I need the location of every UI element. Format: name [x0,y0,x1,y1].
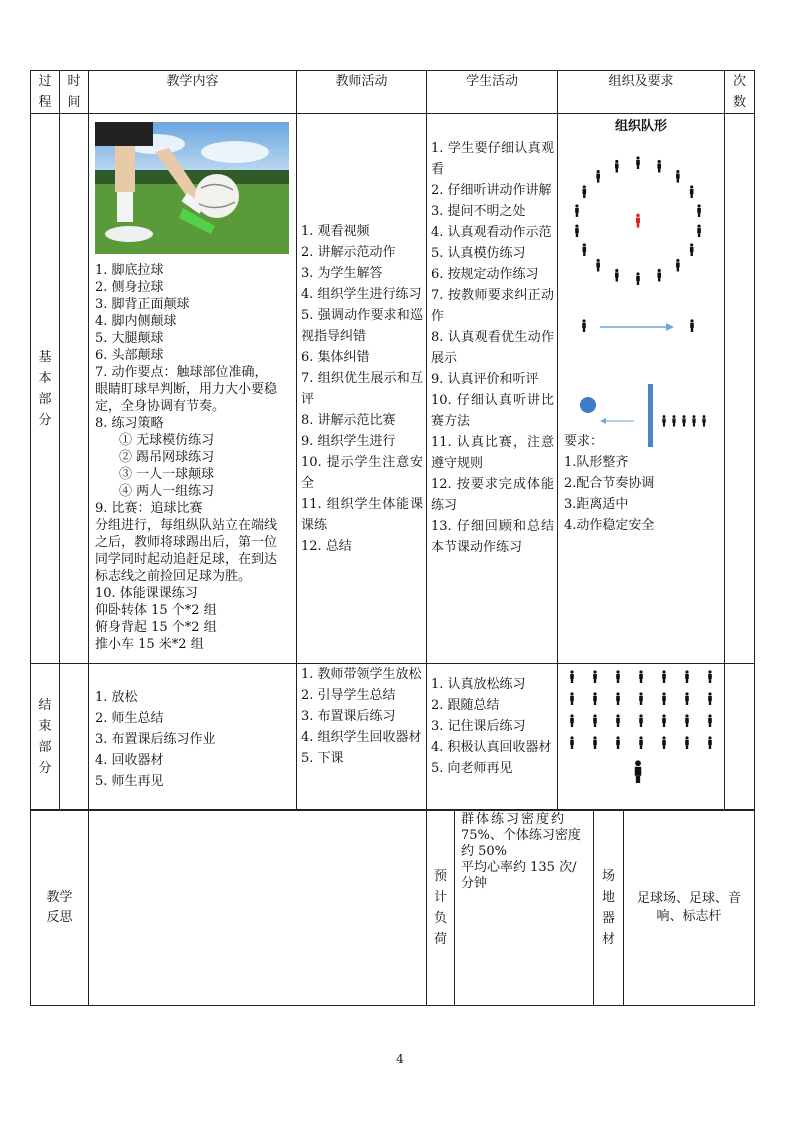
reflection-table [30,809,755,1006]
end-formation-diagram [558,664,723,794]
person-icon [583,243,587,256]
person-icon [635,760,641,783]
person-icon [575,204,579,217]
person-icon [690,185,694,198]
person-icon [639,670,643,683]
list-item: 11. 组织学生体能课课练 [301,496,423,533]
person-icon [616,714,620,727]
venue-label: 场地器材 [594,810,624,1006]
person-icon [662,736,666,749]
content-line: 之后，教师将球踢出后，第一位 [95,535,278,550]
basic-section-label: 基本部分 [31,114,60,664]
header-count: 次数 [725,71,755,114]
content-line: 1. 脚底拉球 [95,263,164,278]
list-item: 6. 集体纠错 [301,349,370,365]
venue-line: 足球场、足球、音 [636,890,741,906]
person-icon [690,319,694,332]
content-line: 4. 脚内侧颠球 [95,314,177,329]
content-line: 仰卧转体 15 个*2 组 [95,603,217,618]
content-line: 8. 练习策略 [95,416,164,431]
basic-organization [558,114,725,664]
list-item: 1. 认真放松练习 [431,677,526,692]
person-icon [662,670,666,683]
person-icon [636,156,640,169]
content-line: 6. 头部颠球 [95,348,164,363]
list-item: 4. 组织学生进行练习 [301,286,422,302]
content-line: 推小车 15 米*2 组 [95,637,204,652]
list-item: 4. 积极认真回收器材 [431,740,552,755]
strategy-item: ① 无球模仿练习 [119,433,215,448]
person-icon [639,736,643,749]
content-line: 9. 比赛：追球比赛 [95,501,203,516]
person-icon [636,272,640,285]
list-item: 8. 讲解示范比赛 [301,412,396,428]
end-time [60,664,89,811]
person-icon [708,670,712,683]
end-student [427,664,558,811]
reflection-body [89,810,427,1006]
list-item: 11. 认真比赛，注意遵守规则 [431,435,554,471]
reflection-label: 教学反思 [31,810,89,1006]
person-icon [596,259,600,272]
list-item: 2. 讲解示范动作 [301,244,396,260]
content-line: 3. 脚背正面颠球 [95,297,190,312]
person-icon [685,692,689,705]
list-item: 10. 提示学生注意安全 [301,454,423,491]
header-student: 学生活动 [427,71,558,114]
list-item: 3. 提问不明之处 [431,204,526,219]
person-icon [616,692,620,705]
end-count [725,664,755,811]
person-icon [690,243,694,256]
person-icon [636,214,640,228]
grid-formation [570,670,712,749]
basic-teacher [297,114,427,664]
lesson-plan-table [30,70,755,811]
list-item: 3. 布置课后练习作业 [95,731,216,747]
content-line: 俯身背起 15 个*2 组 [95,620,217,635]
basic-count [725,114,755,664]
requirement-line: 1.队形整齐 [564,455,629,470]
header-teacher: 教师活动 [297,71,427,114]
header-process: 过程 [31,71,60,114]
list-item: 7. 组织优生展示和互评 [301,370,423,407]
person-icon [662,692,666,705]
person-icon [596,170,600,183]
marker-pole [648,384,653,447]
org-title: 组织队形 [614,119,667,134]
list-item: 1. 观看视频 [301,223,370,239]
list-item: 5. 下课 [301,751,344,766]
load-line: 群体练习密度约 [461,812,567,827]
load-line: 75%、个体练习密度 [461,828,581,843]
load-line: 约 50% [461,844,508,859]
end-row [31,664,755,811]
list-item: 2. 引导学生总结 [301,688,396,703]
basic-student [427,114,558,664]
basic-content [89,114,297,664]
list-item: 1. 教师带领学生放松 [301,667,422,682]
list-item: 3. 为学生解答 [301,265,383,281]
requirement-line: 4.动作稳定安全 [564,518,655,533]
load-line: 平均心率约 135 次/ [461,860,577,875]
teacher-figure [636,214,640,228]
person-icon [657,160,661,173]
person-icon [570,714,574,727]
content-line: 同学同时起动追赶足球，在到达 [95,552,278,567]
list-item: 1. 学生要仔细认真观看 [431,141,554,177]
list-item: 1. 放松 [95,689,138,705]
end-teacher [297,664,427,811]
list-item: 9. 组织学生进行 [301,433,396,449]
venue-text [624,810,755,1006]
content-line: 2. 侧身拉球 [95,280,164,295]
run-arrow-head [666,323,674,331]
person-icon [697,204,701,217]
person-icon [685,670,689,683]
header-org: 组织及要求 [558,71,725,114]
end-content [89,664,297,811]
person-icon [615,160,619,173]
person-icon [662,714,666,727]
person-icon [593,714,597,727]
person-icon [697,224,701,237]
content-line: 标志线之前捡回足球为胜。 [95,569,252,584]
content-line: 眼睛盯球早判断，用力大小要稳 [95,382,278,397]
list-item: 2. 师生总结 [95,710,164,726]
person-icon [639,692,643,705]
end-section-label: 结束部分 [31,664,60,811]
list-item: 8. 认真观看优生动作展示 [431,330,554,366]
list-item: 5. 强调动作要求和巡视指导纠错 [301,307,423,344]
basic-time [60,114,89,664]
person-icon [575,224,579,237]
content-line: 5. 大腿颠球 [95,331,164,346]
formation-diagram [558,137,723,447]
list-item: 10. 仔细认真听讲比赛方法 [431,393,554,429]
strategy-item: ③ 一人一球颠球 [119,467,215,482]
venue-line: 响、标志杆 [656,908,722,924]
list-item: 9. 认真评价和听评 [431,372,539,387]
requirement-line: 3.距离适中 [564,497,629,512]
person-icon [662,415,665,426]
list-item: 13. 仔细回顾和总结本节课动作练习 [431,519,554,555]
person-icon [570,670,574,683]
requirement-line: 2.配合节奏协调 [564,476,655,491]
content-line: 定，全身协调有节奏。 [95,399,226,414]
list-item: 4. 认真观看动作示范 [431,225,552,240]
person-icon [708,692,712,705]
load-label: 预计负荷 [427,810,455,1006]
queue-formation [662,415,705,426]
person-icon [593,736,597,749]
person-icon [708,714,712,727]
person-icon [685,714,689,727]
list-item: 5. 师生再见 [95,773,164,789]
list-item: 3. 记住课后练习 [431,719,526,734]
person-icon [570,736,574,749]
load-text [455,810,594,1006]
list-item: 3. 布置课后练习 [301,709,396,724]
person-icon [570,692,574,705]
person-icon [616,670,620,683]
person-icon [682,415,685,426]
list-item: 4. 组织学生回收器材 [301,730,422,745]
list-item: 12. 总结 [301,538,352,554]
person-icon [615,269,619,282]
content-line: 7. 动作要点：触球部位准确， [95,365,268,380]
person-icon [708,736,712,749]
person-icon [583,185,587,198]
teacher-figure [635,760,641,783]
person-icon [582,319,586,332]
basic-content-items [95,262,292,653]
header-row [31,71,755,114]
requirements [558,431,724,536]
person-icon [639,714,643,727]
person-icon [692,415,695,426]
return-arrow-head [600,418,606,424]
header-content: 教学内容 [89,71,297,114]
requirement-line: 要求： [564,434,604,449]
person-icon [672,415,675,426]
page-number: 4 [396,1052,404,1066]
ball-icon [580,397,596,413]
pair-formation [582,319,694,332]
list-item: 2. 仔细听讲动作讲解 [431,183,552,198]
list-item: 5. 向老师再见 [431,761,513,776]
reflection-row [31,810,755,1006]
list-item: 6. 按规定动作练习 [431,267,539,282]
strategy-item: ② 踢吊网球练习 [119,450,215,465]
person-icon [702,415,705,426]
person-icon [685,736,689,749]
strategy-item: ④ 两人一组练习 [119,484,215,499]
list-item: 4. 回收器材 [95,752,164,768]
end-organization [558,664,725,811]
person-icon [676,259,680,272]
basic-row [31,114,755,664]
person-icon [593,670,597,683]
load-line: 分钟 [461,876,488,891]
content-line: 10. 体能课课练习 [95,586,198,601]
header-time: 时间 [60,71,89,114]
list-item: 5. 认真模仿练习 [431,246,526,261]
soccer-photo [95,122,289,254]
list-item: 2. 跟随总结 [431,698,500,713]
list-item: 12. 按要求完成体能练习 [431,477,554,513]
person-icon [616,736,620,749]
person-icon [593,692,597,705]
content-line: 分组进行，每组纵队站立在端线 [95,518,278,533]
person-icon [676,170,680,183]
list-item: 7. 按教师要求纠正动作 [431,288,554,324]
person-icon [657,269,661,282]
